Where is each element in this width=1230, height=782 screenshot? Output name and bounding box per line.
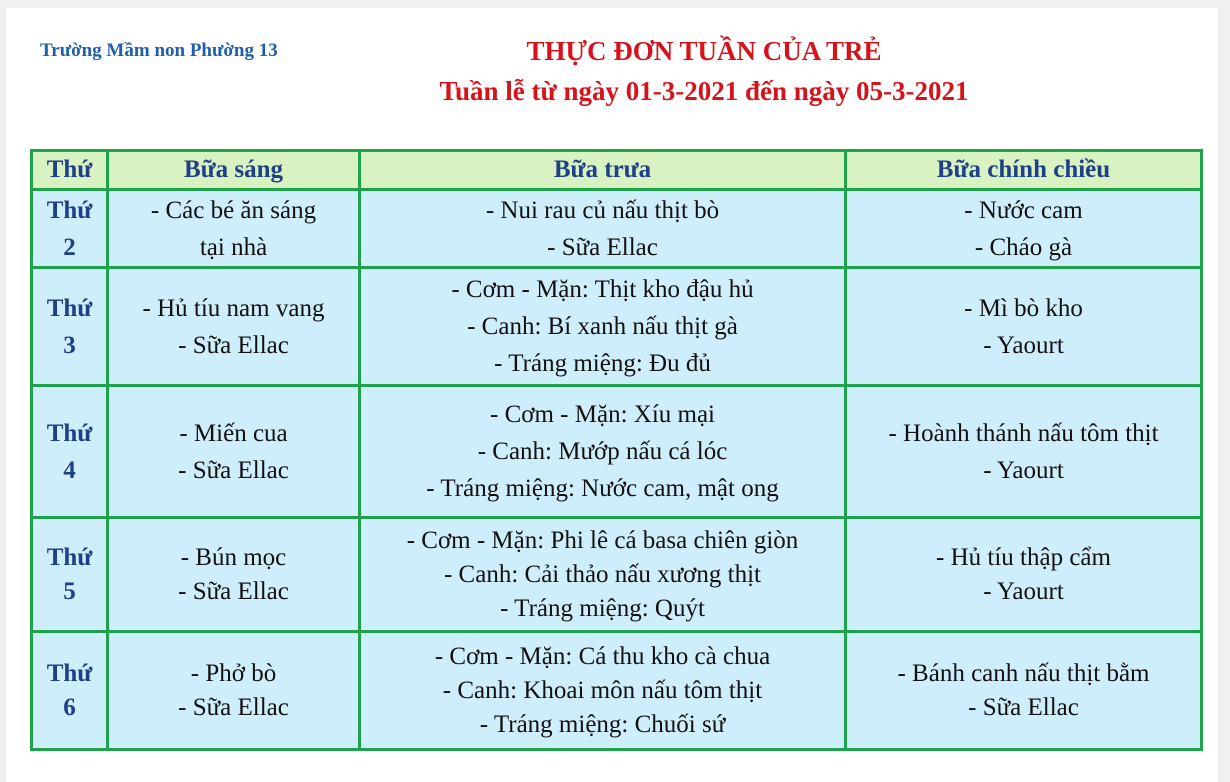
menu-line: - Cơm - Mặn: Xíu mại: [490, 401, 715, 428]
menu-line: - Canh: Bí xanh nấu thịt gà: [467, 313, 738, 340]
lunch-cell: [360, 518, 846, 632]
day-label: Thứ: [46, 196, 93, 224]
col-header-afternoon: Bữa chính chiều: [846, 151, 1202, 190]
col-header-day: Thứ: [32, 151, 108, 190]
menu-line: - Canh: Khoai môn nấu tôm thịt: [442, 676, 763, 704]
afternoon-cell: [846, 518, 1202, 632]
table-row: [32, 518, 1202, 632]
menu-line: - Hủ tíu thập cẩm: [936, 543, 1111, 571]
breakfast-cell: [108, 386, 360, 518]
day-number: 3: [63, 331, 76, 359]
menu-line: - Các bé ăn sáng: [150, 196, 317, 224]
menu-line: - Hủ tíu nam vang: [142, 294, 325, 322]
table-row: [32, 386, 1202, 518]
table-row: [32, 268, 1202, 386]
menu-line: - Sữa Ellac: [178, 577, 289, 605]
table-row: [32, 190, 1202, 268]
day-number: 5: [63, 577, 76, 605]
menu-line: - Miến cua: [179, 419, 288, 447]
lunch-cell: [360, 268, 846, 386]
menu-line: - Canh: Mướp nấu cá lóc: [477, 438, 728, 465]
menu-line: - Cháo gà: [974, 233, 1073, 261]
day-label: Thứ: [46, 419, 93, 447]
day-number: 2: [63, 233, 76, 261]
menu-line: - Yaourt: [983, 577, 1064, 605]
day-cell: [32, 386, 108, 518]
day-number: 4: [63, 456, 76, 484]
menu-line: - Sữa Ellac: [178, 693, 289, 721]
table-header-row: [32, 151, 1202, 190]
breakfast-cell: [108, 632, 360, 750]
day-label: Thứ: [46, 294, 93, 322]
menu-document: [6, 8, 1218, 782]
breakfast-cell: [108, 268, 360, 386]
menu-line: - Bún mọc: [180, 543, 287, 571]
day-cell: [32, 190, 108, 268]
lunch-cell: [360, 632, 846, 750]
menu-line: - Cơm - Mặn: Phi lê cá basa chiên giòn: [406, 526, 799, 554]
menu-line: - Tráng miệng: Quýt: [500, 594, 705, 622]
menu-line: - Tráng miệng: Đu đủ: [494, 350, 711, 377]
menu-line: - Bánh canh nấu thịt bằm: [897, 659, 1150, 687]
weekly-menu-table: [30, 149, 1203, 751]
breakfast-cell: [108, 518, 360, 632]
menu-line: - Canh: Cải thảo nấu xương thịt: [443, 560, 761, 588]
day-number: 6: [63, 693, 76, 721]
afternoon-cell: [846, 190, 1202, 268]
menu-line: - Cơm - Mặn: Thịt kho đậu hủ: [451, 276, 754, 303]
menu-line: - Sữa Ellac: [178, 331, 289, 359]
day-label: Thứ: [46, 543, 93, 571]
lunch-cell: [360, 386, 846, 518]
menu-line: - Sữa Ellac: [547, 233, 658, 261]
school-name: Trường Mầm non Phường 13: [40, 40, 278, 61]
menu-line: tại nhà: [199, 233, 268, 261]
menu-line: - Yaourt: [983, 456, 1064, 484]
menu-line: - Cơm - Mặn: Cá thu kho cà chua: [434, 642, 771, 670]
day-cell: [32, 632, 108, 750]
menu-line: - Phở bò: [190, 659, 277, 687]
menu-line: - Mì bò kho: [964, 294, 1083, 322]
menu-line: - Tráng miệng: Nước cam, mật ong: [426, 475, 779, 502]
lunch-cell: [360, 190, 846, 268]
afternoon-cell: [846, 268, 1202, 386]
day-cell: [32, 518, 108, 632]
col-header-breakfast: Bữa sáng: [108, 151, 360, 190]
day-label: Thứ: [46, 659, 93, 687]
menu-line: - Nui rau củ nấu thịt bò: [485, 196, 720, 224]
menu-line: - Nước cam: [964, 196, 1083, 224]
menu-title: THỰC ĐƠN TUẦN CỦA TRẺ: [526, 36, 882, 66]
menu-line: - Yaourt: [983, 331, 1064, 359]
afternoon-cell: [846, 632, 1202, 750]
breakfast-cell: [108, 190, 360, 268]
table-row: [32, 632, 1202, 750]
menu-line: - Sữa Ellac: [968, 693, 1079, 721]
menu-line: - Hoành thánh nấu tôm thịt: [888, 419, 1159, 447]
day-cell: [32, 268, 108, 386]
menu-line: - Tráng miệng: Chuối sứ: [479, 710, 726, 738]
menu-line: - Sữa Ellac: [178, 456, 289, 484]
afternoon-cell: [846, 386, 1202, 518]
col-header-lunch: Bữa trưa: [360, 151, 846, 190]
menu-week-range: Tuần lễ từ ngày 01-3-2021 đến ngày 05-3-2021: [439, 76, 969, 106]
